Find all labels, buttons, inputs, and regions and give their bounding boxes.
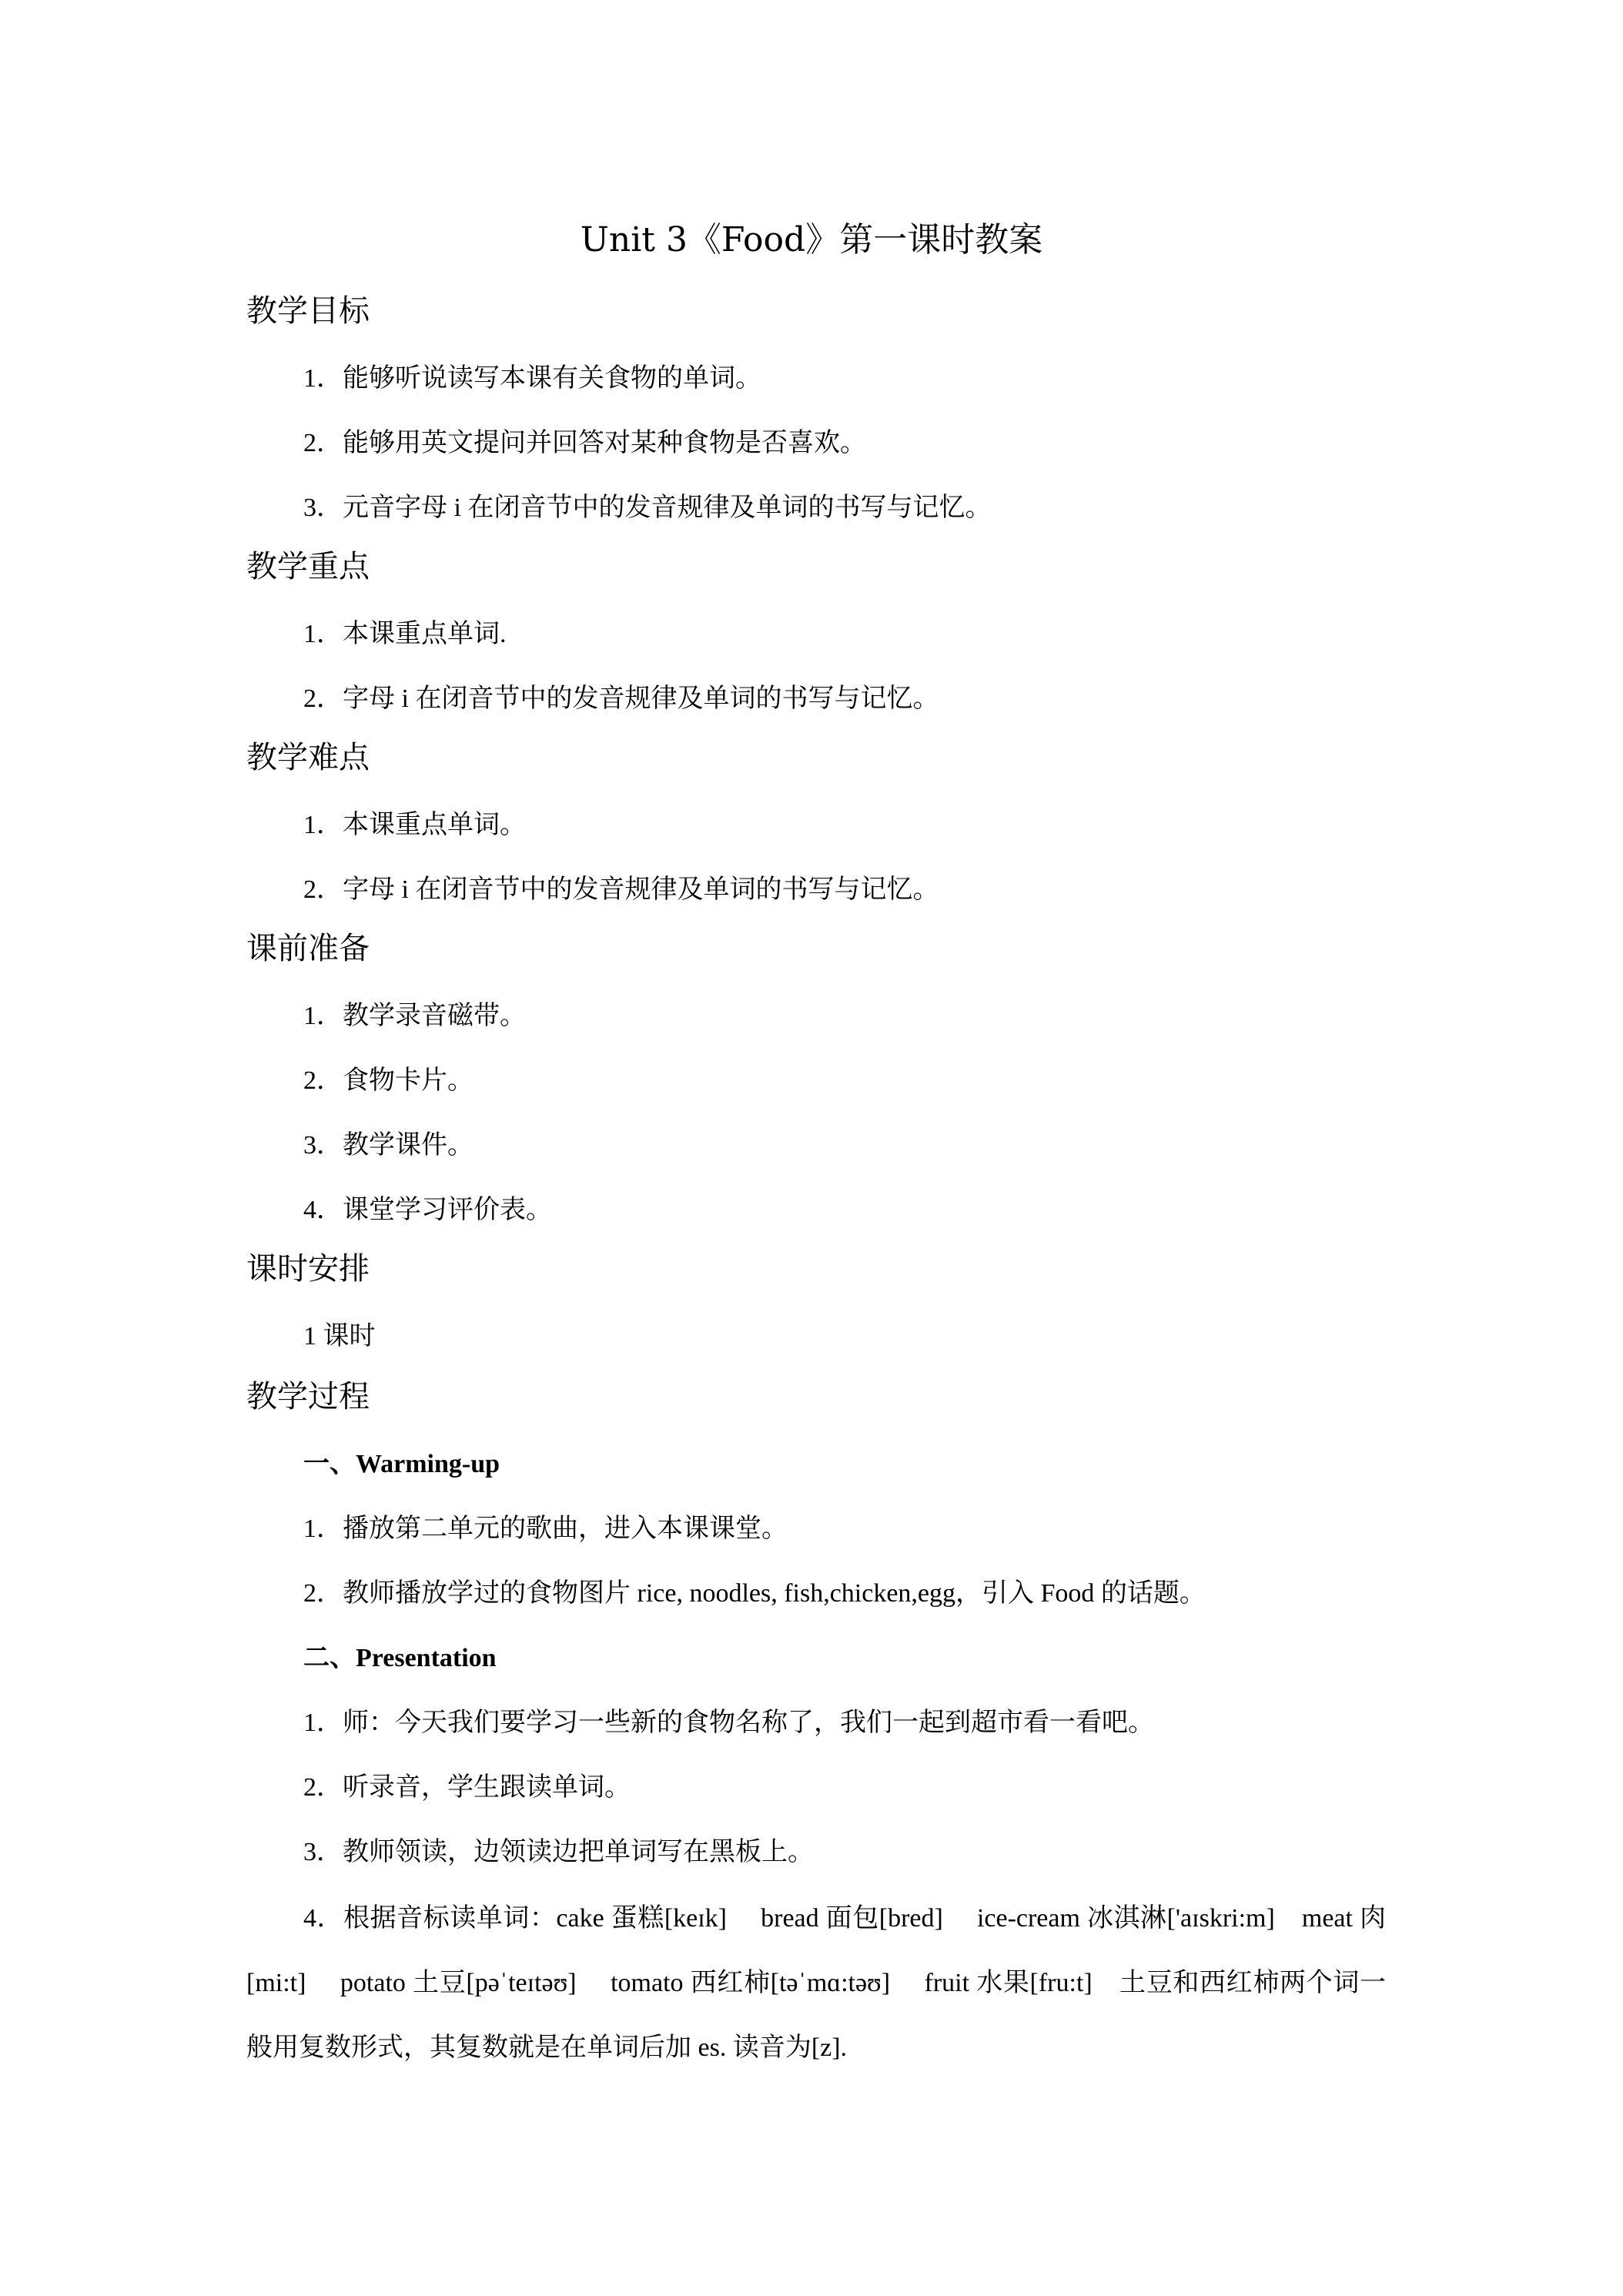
document-title: Unit 3《Food》第一课时教案 xyxy=(580,220,1043,259)
heading-schedule: 课时安排 xyxy=(246,1251,370,1287)
objective-item-1: 1．能够听说读写本课有关食物的单词。 xyxy=(303,364,761,393)
key-point-item-1: 1．本课重点单词. xyxy=(303,620,507,648)
difficulty-item-1: 1．本课重点单词。 xyxy=(303,811,526,839)
presentation-item-1: 1．师：今天我们要学习一些新的食物名称了，我们一起到超市看一看吧。 xyxy=(303,1709,1154,1737)
presentation-item-3: 3．教师领读，边领读边把单词写在黑板上。 xyxy=(303,1838,814,1866)
difficulty-item-2: 2．字母 i 在闭音节中的发音规律及单词的书写与记忆。 xyxy=(303,875,939,904)
objective-item-3: 3．元音字母 i 在闭音节中的发音规律及单词的书写与记忆。 xyxy=(303,494,992,522)
heading-preparation: 课前准备 xyxy=(246,931,370,966)
presentation-item-2: 2．听录音，学生跟读单词。 xyxy=(303,1773,631,1802)
warmup-item-2: 2．教师播放学过的食物图片 rice, noodles, fish,chicken,egg，引入 Food 的话题。 xyxy=(303,1579,1206,1608)
presentation-item-4-paragraph: 4．根据音标读单词：cake 蛋糕[keɪk] bread 面包[bred] ice-cream 冰淇淋['aɪskri:m] meat 肉[mi:t] potato 土豆[pəˈteɪtəʊ] tomato 西红柿[təˈmɑ:təʊ] fruit 水果[fru:t] 土豆和西红柿两个词一般用复数形式，其复数就是在单词后加 es. 读音为[z]. xyxy=(246,1904,1386,2062)
warmup-item-1: 1．播放第二单元的歌曲，进入本课课堂。 xyxy=(303,1514,788,1543)
schedule-item-1: 1 课时 xyxy=(303,1322,376,1350)
preparation-item-3: 3．教学课件。 xyxy=(303,1131,474,1160)
subheading-warmup: 一、Warming-up xyxy=(303,1450,500,1478)
subheading-presentation: 二、Presentation xyxy=(303,1644,497,1672)
objective-item-2: 2．能够用英文提问并回答对某种食物是否喜欢。 xyxy=(303,429,866,457)
preparation-item-4: 4．课堂学习评价表。 xyxy=(303,1196,552,1224)
heading-difficulties: 教学难点 xyxy=(246,740,370,775)
preparation-item-1: 1．教学录音磁带。 xyxy=(303,1002,526,1030)
heading-key-points: 教学重点 xyxy=(246,549,370,584)
heading-process: 教学过程 xyxy=(246,1379,370,1414)
preparation-item-2: 2．食物卡片。 xyxy=(303,1066,474,1095)
heading-objectives: 教学目标 xyxy=(246,293,370,329)
key-point-item-2: 2．字母 i 在闭音节中的发音规律及单词的书写与记忆。 xyxy=(303,684,939,713)
